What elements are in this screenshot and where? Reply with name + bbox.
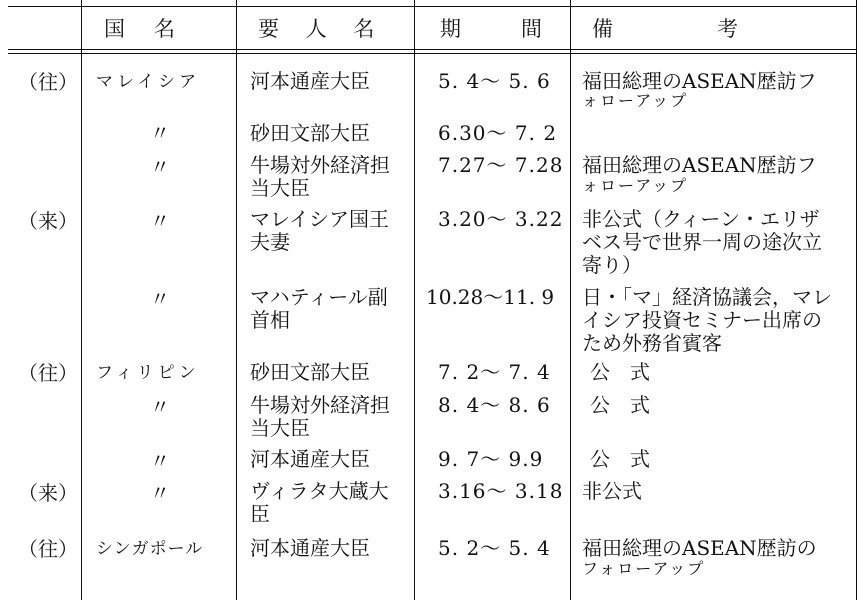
period-cell: 5. 2～ 5. 4 [438,536,551,560]
remarks-line: フォローアップ [582,559,706,578]
column-divider [414,0,415,600]
header-person: 要 人 名 [258,17,385,41]
header-country: 国 名 [104,17,179,41]
remarks-line: 公 式 [590,447,650,471]
remarks-line: 非公式（クィーン・エリザ [582,207,820,231]
person-cell: 牛場対外経済担 [250,393,390,417]
ditto-mark: 〃 [150,449,170,473]
header-bottom-rule [8,49,856,50]
table-top-rule [8,6,856,7]
remarks-line: ベス号で世界一周の途次立 [582,230,822,254]
remarks-line: ォローアップ [582,91,689,110]
direction-label: （往） [18,361,78,385]
period-cell: 7.27～ 7.28 [438,153,564,177]
column-divider [81,0,82,600]
remarks-line: ォローアップ [582,176,689,195]
person-cell: 当大臣 [250,176,310,200]
period-cell: 5. 4～ 5. 6 [438,69,551,93]
period-cell: 10.28～11. 9 [426,285,555,309]
period-cell: 6.30～ 7. 2 [438,121,558,145]
ditto-mark: 〃 [150,121,170,145]
person-cell: 砂田文部大臣 [250,360,370,384]
person-cell: 河本通産大臣 [250,536,370,560]
direction-label: （往） [18,537,78,561]
person-cell: 当大臣 [250,416,310,440]
person-cell: マハティール副 [250,285,388,309]
person-cell: 河本通産大臣 [250,447,370,471]
period-cell: 9. 7～ 9.9 [438,447,544,471]
header-remarks: 備 考 [592,17,742,41]
remarks-line: 福田総理のASEAN歴訪フ [582,153,817,177]
person-cell: ヴィラタ大蔵大 [250,479,389,503]
header-period: 期 間 [440,17,548,41]
remarks-line: 福田総理のASEAN歴訪フ [582,69,817,93]
ditto-mark: 〃 [150,395,170,419]
remarks-line: 公 式 [590,393,650,417]
period-cell: 3.16～ 3.18 [438,479,564,503]
person-cell: 首相 [250,308,290,332]
direction-label: （来） [18,481,78,505]
header-bottom-rule-2 [8,53,856,54]
direction-label: （往） [18,70,78,94]
person-cell: マレイシア国王 [250,207,389,231]
ditto-mark: 〃 [150,287,170,311]
person-cell: 砂田文部大臣 [250,121,370,145]
person-cell: 夫妻 [250,230,290,254]
remarks-line: 寄り） [582,253,642,277]
remarks-line: ため外務省賓客 [582,331,722,355]
remarks-line: イシア投資セミナー出席の [582,308,822,332]
period-cell: 3.20～ 3.22 [438,207,564,231]
column-divider [236,0,237,600]
country-cell: マレイシア [96,72,201,92]
ditto-mark: 〃 [150,155,170,179]
remarks-line: 日・「マ」経済協議会，マレ [582,285,832,309]
column-divider [570,0,571,600]
remarks-line: 非公式 [582,479,642,503]
person-cell: 河本通産大臣 [250,69,370,93]
country-cell: フィリピン [96,363,200,383]
period-cell: 8. 4～ 8. 6 [438,393,551,417]
remarks-line: 福田総理のASEAN歴訪の [582,536,817,560]
column-divider [856,0,857,600]
country-cell: シンガポール [96,539,204,559]
person-cell: 臣 [250,502,270,526]
ditto-mark: 〃 [150,209,170,233]
ditto-mark: 〃 [150,481,170,505]
period-cell: 7. 2～ 7. 4 [438,360,551,384]
remarks-line: 公 式 [590,360,650,384]
person-cell: 牛場対外経済担 [250,153,390,177]
direction-label: （来） [18,209,78,233]
